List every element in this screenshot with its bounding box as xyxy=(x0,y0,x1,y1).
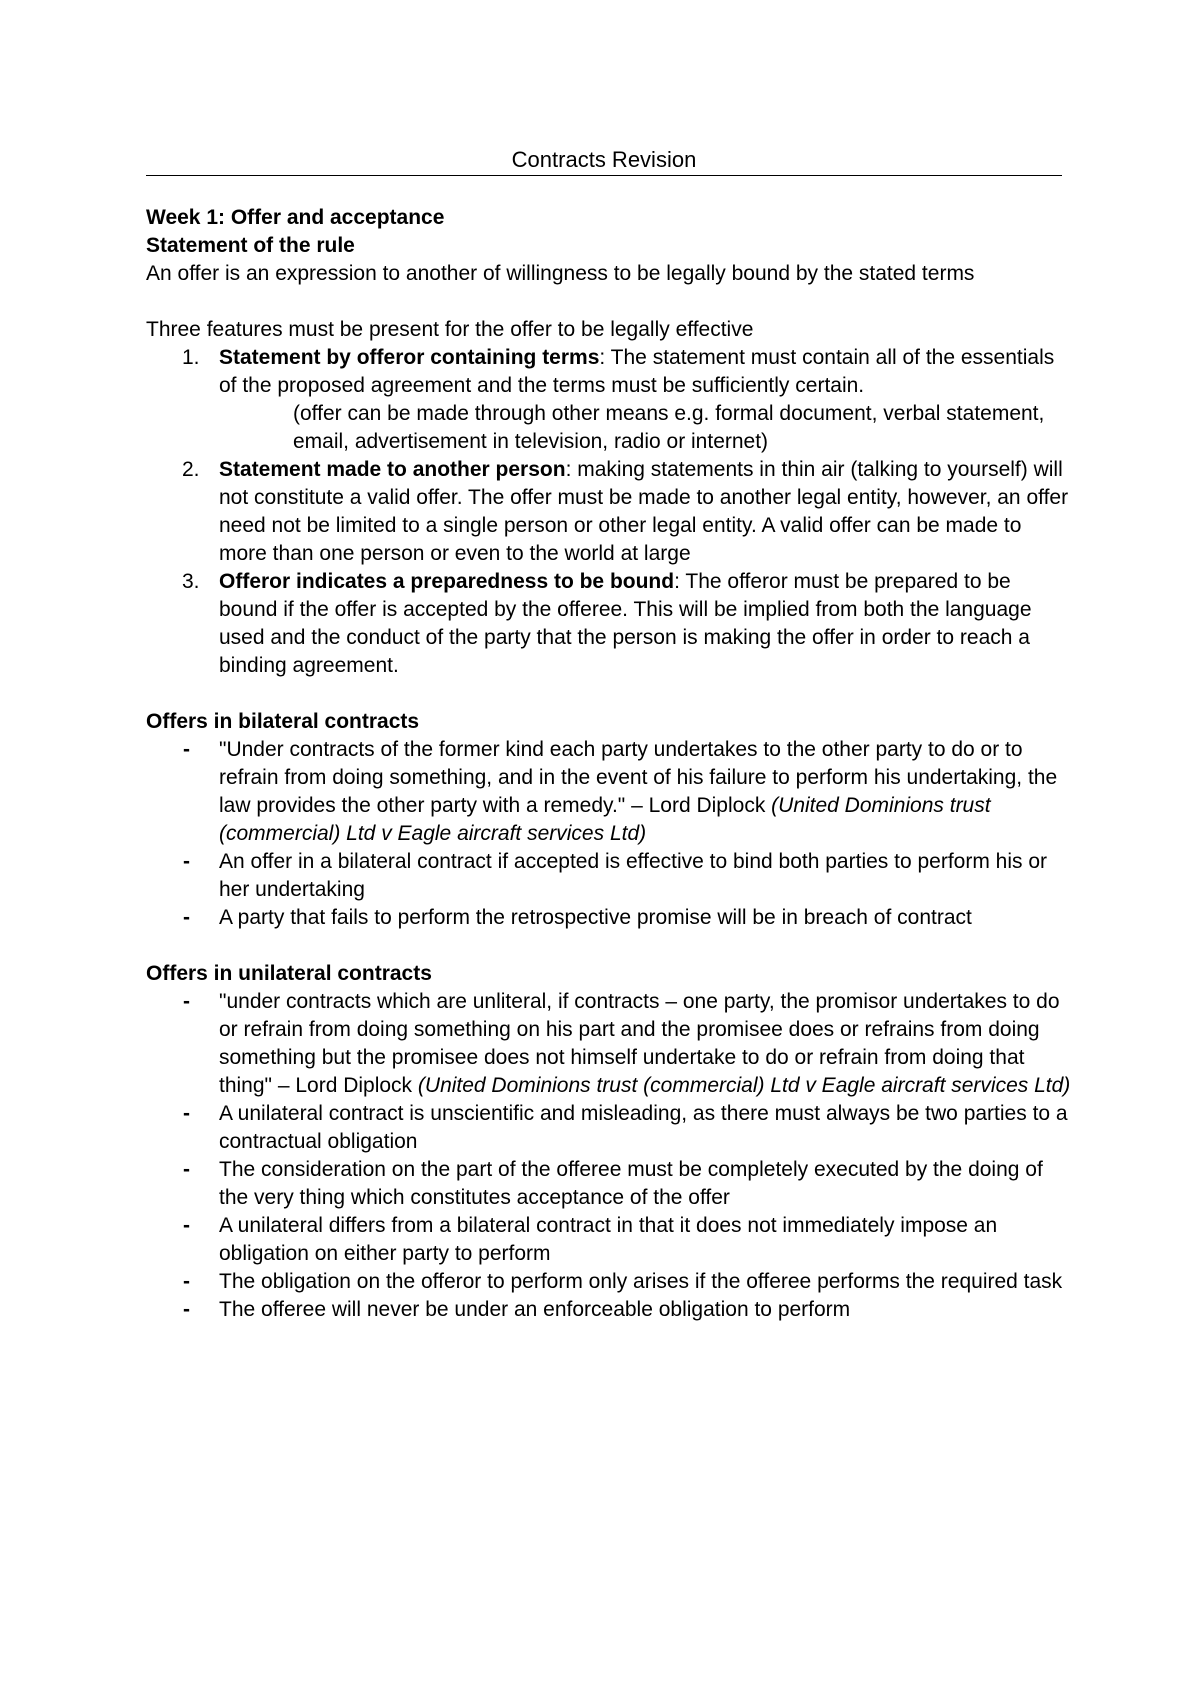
unilateral-item xyxy=(146,1268,1071,1296)
unilateral-heading: Offers in unilateral contracts xyxy=(146,962,432,985)
spacer xyxy=(146,288,1071,316)
feature-note: (offer can be made through other means e.g. formal document, verbal statement, email, advertisement in television, radio or internet) xyxy=(293,402,1045,453)
dash-bullet: - xyxy=(183,990,190,1013)
spacer xyxy=(146,680,1071,708)
unilateral-item-text: The obligation on the offeror to perform only arises if the offeree performs the required task xyxy=(219,1270,1063,1293)
bilateral-heading: Offers in bilateral contracts xyxy=(146,710,420,733)
feature-item xyxy=(146,344,1071,400)
feature-text: : The offeror must be prepared to be bound if the offer is accepted by the offeree. This will be implied from both the language used and the conduct of the party that the person is making the offer in order to reach a binding agreement. xyxy=(219,570,1032,677)
dash-bullet: - xyxy=(183,738,190,761)
feature-text: : making statements in thin air (talking to yourself) will not constitute a valid offer. The offer must be made to another legal entity, however, an offer need not be limited to a single person or other legal entity. A valid offer can be made to more than one person or even to the world at large xyxy=(219,458,1069,565)
dash-bullet: - xyxy=(183,1298,190,1321)
rule-text: An offer is an expression to another of willingness to be legally bound by the stated terms xyxy=(146,262,975,285)
feature-title: Offeror indicates a preparedness to be bound xyxy=(219,570,675,593)
bilateral-item xyxy=(146,736,1071,848)
unilateral-item xyxy=(146,1296,1071,1324)
features-intro: Three features must be present for the offer to be legally effective xyxy=(146,318,754,341)
dash-bullet: - xyxy=(183,1214,190,1237)
feature-title: Statement made to another person xyxy=(219,458,566,481)
bilateral-quote: "Under contracts of the former kind each party undertakes to the other party to do or to refrain from doing something, and in the event of his failure to perform his undertaking, the law provides the other party with a remedy." – Lord Diplock xyxy=(219,738,1058,817)
dash-bullet: - xyxy=(183,850,190,873)
features-list xyxy=(146,344,1071,680)
feature-number: 2. xyxy=(182,458,200,481)
unilateral-item xyxy=(146,988,1071,1100)
unilateral-item-text: The offeree will never be under an enforceable obligation to perform xyxy=(219,1298,851,1321)
feature-text: : The statement must contain all of the essentials of the proposed agreement and the terms must be sufficiently certain. xyxy=(219,346,1055,397)
rule-heading: Statement of the rule xyxy=(146,234,355,257)
unilateral-item xyxy=(146,1156,1071,1212)
bilateral-list xyxy=(146,736,1071,932)
bilateral-item-text: A party that fails to perform the retrospective promise will be in breach of contract xyxy=(219,906,972,929)
unilateral-item xyxy=(146,1212,1071,1268)
unilateral-item-text: A unilateral differs from a bilateral contract in that it does not immediately impose an obligation on either party to perform xyxy=(219,1214,998,1265)
unilateral-item-text: The consideration on the part of the offeree must be completely executed by the doing of the very thing which constitutes acceptance of the offer xyxy=(219,1158,1043,1209)
unilateral-item-text: A unilateral contract is unscientific and misleading, as there must always be two parties to a contractual obligation xyxy=(219,1102,1068,1153)
bilateral-item xyxy=(146,904,1071,932)
feature-number: 1. xyxy=(182,346,200,369)
feature-number: 3. xyxy=(182,570,200,593)
unilateral-list xyxy=(146,988,1071,1324)
bilateral-item xyxy=(146,848,1071,904)
unilateral-item xyxy=(146,1100,1071,1156)
feature-title: Statement by offeror containing terms xyxy=(219,346,600,369)
feature-item xyxy=(146,568,1071,680)
unilateral-quote: "under contracts which are unliteral, if contracts – one party, the promisor undertakes to do or refrain from doing something on his part and the promisee does or refrains from doing something but the promisee does not himself undertake to do or refrain from doing that thing" – Lord Diplock xyxy=(219,990,1060,1097)
dash-bullet: - xyxy=(183,1102,190,1125)
dash-bullet: - xyxy=(183,906,190,929)
feature-item xyxy=(146,456,1071,568)
bilateral-item-text: An offer in a bilateral contract if accepted is effective to bind both parties to perform his or her undertaking xyxy=(219,850,1048,901)
case-citation: (United Dominions trust (commercial) Ltd v Eagle aircraft services Ltd) xyxy=(417,1074,1071,1097)
spacer xyxy=(146,932,1071,960)
dash-bullet: - xyxy=(183,1270,190,1293)
document-body xyxy=(146,204,1071,1324)
case-citation: (United Dominions trust (commercial) Ltd v Eagle aircraft services Ltd) xyxy=(219,794,991,845)
dash-bullet: - xyxy=(183,1158,190,1181)
week-heading: Week 1: Offer and acceptance xyxy=(146,206,445,229)
page-header: Contracts Revision xyxy=(146,145,1062,176)
